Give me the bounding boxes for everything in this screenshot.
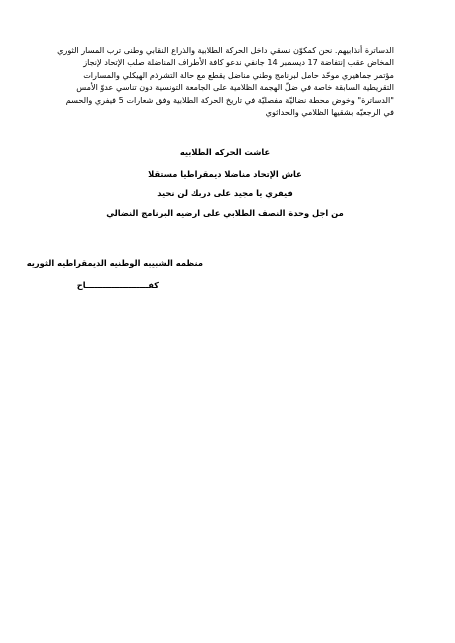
paragraph-line: الدساترة أنذابيهم. نحن كمكوّن نسقي داخل الحركة الطلابية والذراع النقابي وطنى ترب المسار الثوري <box>57 45 394 55</box>
paragraph-line: "الدساترة" وخوض محطة نضاليّة مفصليّة في تاريخ الحركة الطلابية وفق شعارات 5 فيفري والحسم <box>65 94 394 105</box>
paragraph-line: التقريطية السابقة خاصة في ضلّ الهجمة الظلامية على الجامعة التونسية دون تناسي عدوّ الأمس <box>76 82 394 93</box>
slogan-1: عاشت الحركه الطلابيه <box>179 147 271 157</box>
signature-motto: كفــــــــــــــــــــــاح <box>76 280 159 290</box>
slogan-4: من اجل وحدة النصف الطلابي على ارضيه البرنامج النضالي <box>106 208 344 218</box>
paragraph-line: المخاض عقب إنتفاضة 17 ديسمبر 14 جانفي ندعو كافة الأطراف المناضلة صلب الإتحاد لإنجاز <box>83 57 394 68</box>
slogan-3: فيفري يا مجيد على دربك لن نحيد <box>157 188 293 198</box>
body-paragraph <box>56 44 394 118</box>
paragraph-line: مؤتمر جماهيري موحّد حامل لبرنامج وطني مناضل يقطع مع حالة التشرذم الهيكلي والمسارات <box>83 69 394 80</box>
signature-organization: منظمه الشبيبه الوطنيه الديمقراطيه الثوريه <box>26 258 203 268</box>
slogan-2: عاش الإتحاد مناضلا ديمقراطيا مستقلا <box>148 169 302 179</box>
paragraph-line: في الرجعيّه بشقيها الظلامي والحداثوي <box>265 107 394 118</box>
